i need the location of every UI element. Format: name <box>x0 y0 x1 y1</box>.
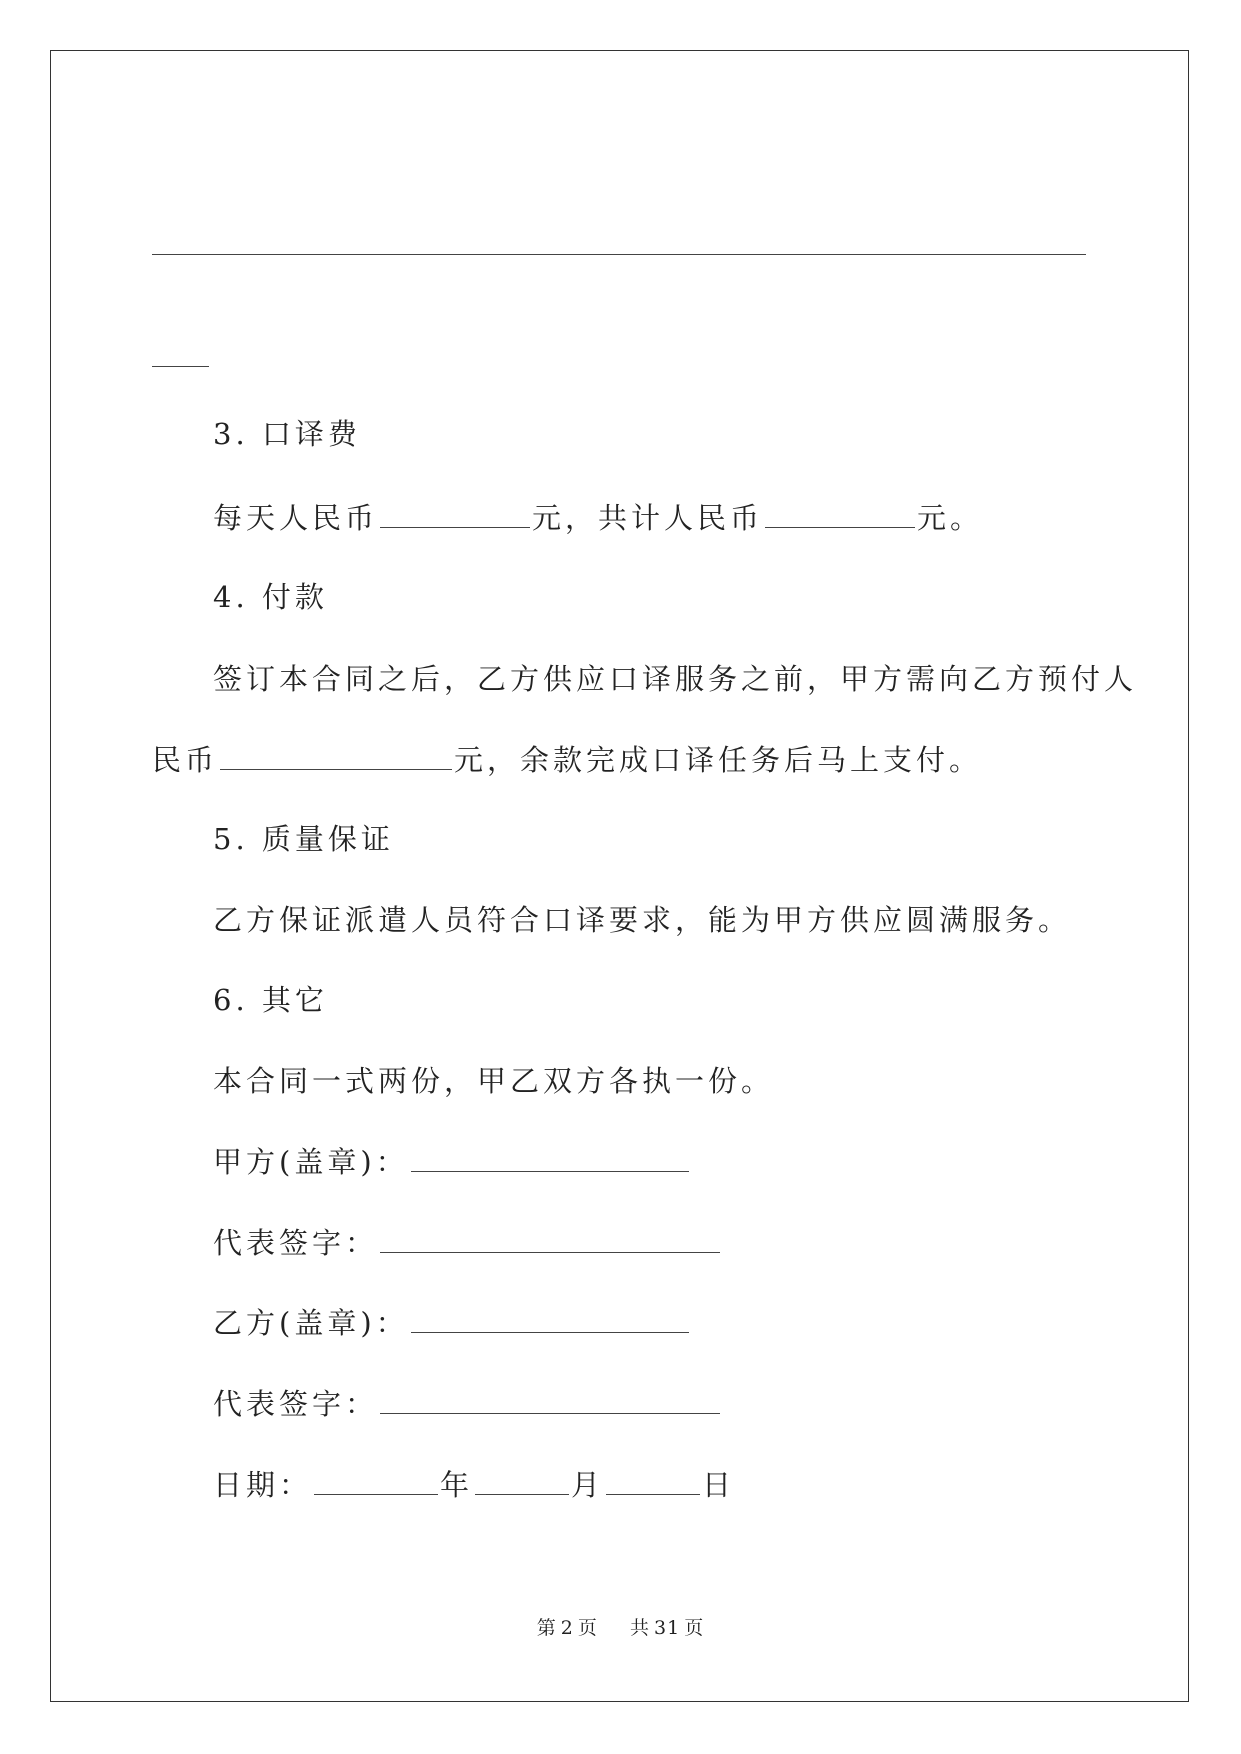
prepayment-blank[interactable] <box>220 745 452 770</box>
party-b-signature-blank[interactable] <box>380 1389 720 1414</box>
label: 日期： <box>213 1468 313 1502</box>
section-6-body: 本合同一式两份，甲乙双方各执一份。 <box>213 1064 775 1098</box>
label: 代表签字： <box>213 1387 379 1421</box>
party-a-seal-line <box>213 1147 691 1177</box>
party-a-signature-blank[interactable] <box>380 1228 720 1253</box>
total-fee-blank[interactable] <box>765 503 915 528</box>
party-a-seal-blank[interactable] <box>411 1147 689 1172</box>
date-line <box>213 1470 735 1500</box>
daily-fee-blank[interactable] <box>380 503 530 528</box>
text: 民币 <box>152 743 219 777</box>
party-b-seal-blank[interactable] <box>411 1308 689 1333</box>
text: 月 <box>571 1468 605 1502</box>
section-6-title: 6. 其它 <box>213 983 328 1017</box>
page-total: 31 <box>654 1617 681 1639</box>
day-blank[interactable] <box>606 1470 700 1495</box>
page-footer <box>0 1613 1241 1640</box>
section-4-title: 4. 付款 <box>213 580 328 614</box>
section-5-body: 乙方保证派遣人员符合口译要求，能为甲方供应圆满服务。 <box>213 903 1072 937</box>
label: 代表签字： <box>213 1226 379 1260</box>
text: 元，共计人民币 <box>532 501 764 535</box>
section-4-body-line-1: 签订本合同之后，乙方供应口译服务之前，甲方需向乙方预付人 <box>213 662 1138 696</box>
blank-rule-long <box>152 254 1086 255</box>
section-5-title: 5. 质量保证 <box>213 822 394 856</box>
page-suffix: 页 <box>577 1617 598 1639</box>
page-prefix: 第 <box>536 1617 557 1639</box>
party-a-rep-line <box>213 1228 722 1258</box>
text: 每天人民币 <box>213 501 379 535</box>
total-suffix: 页 <box>684 1617 705 1639</box>
section-3-body <box>213 503 983 533</box>
page-border <box>50 50 1189 1702</box>
label: 乙方(盖章)： <box>213 1306 409 1340</box>
party-b-rep-line <box>213 1389 722 1419</box>
section-3-title: 3. 口译费 <box>213 417 361 451</box>
total-prefix: 共 <box>630 1617 651 1639</box>
text: 元。 <box>917 501 984 535</box>
section-4-body-line-2 <box>152 745 982 775</box>
text: 年 <box>440 1468 474 1502</box>
month-blank[interactable] <box>475 1470 569 1495</box>
text: 元，余款完成口译任务后马上支付。 <box>454 743 983 777</box>
year-blank[interactable] <box>314 1470 438 1495</box>
blank-rule-short <box>152 366 209 367</box>
label: 甲方(盖章)： <box>213 1145 409 1179</box>
party-b-seal-line <box>213 1308 691 1338</box>
page-current: 2 <box>560 1617 574 1639</box>
text: 日 <box>702 1468 736 1502</box>
